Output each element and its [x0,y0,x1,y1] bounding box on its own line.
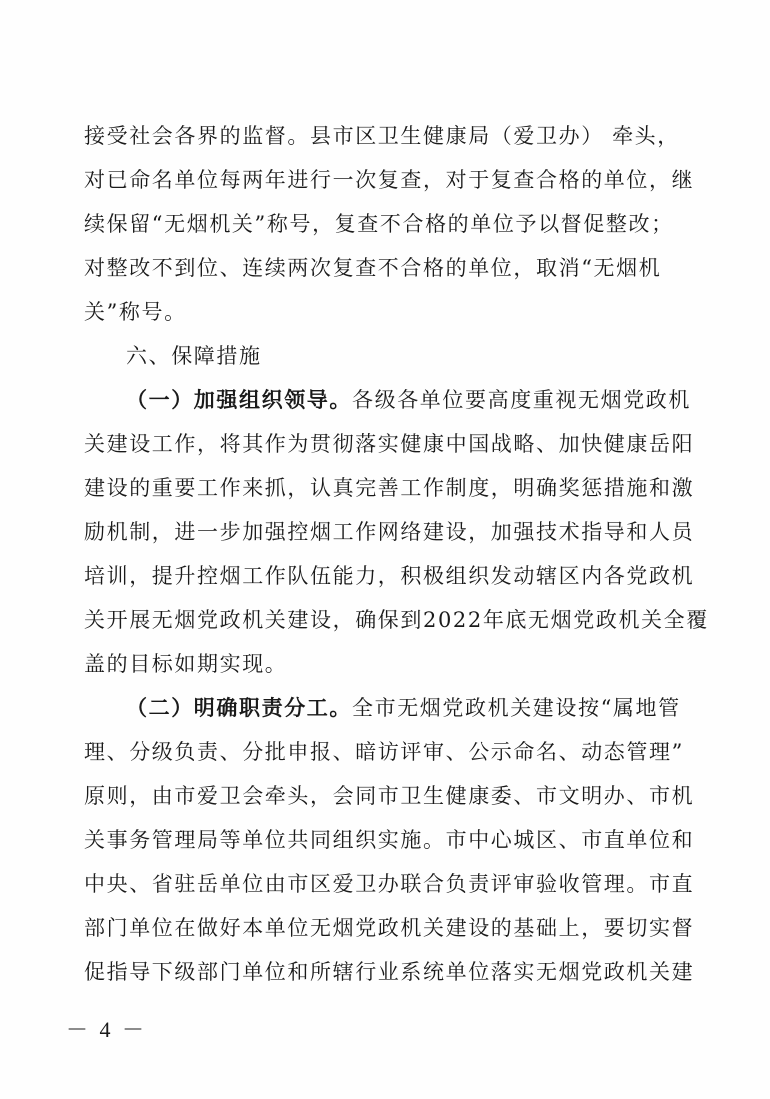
text-line: 对已命名单位每两年进行一次复查，对于复查合格的单位，继 [84,168,695,192]
text-line: 原则，由市爱卫会牵头，会同市卫生健康委、市文明办、市机 [84,784,695,808]
paragraph-text: 各级各单位要高度重视无烟党政机 [352,388,691,412]
text-line: 中央、省驻岳单位由市区爱卫办联合负责评审验收管理。市直 [84,872,695,896]
subsection-heading: （一）加强组织领导。 [126,387,352,412]
text-line: 理、分级负责、分批申报、暗访评审、公示命名、动态管理” [84,740,684,764]
text-line: 续保留“无烟机关”称号，复查不合格的单位予以督促整改； [84,212,674,236]
paragraph-text: 全市无烟党政机关建设按“属地管 [352,696,681,720]
text-line: 部门单位在做好本单位无烟党政机关建设的基础上，要切实督 [84,916,695,940]
text-line: 关建设工作，将其作为贯彻落实健康中国战略、加快健康岳阳 [84,432,695,456]
text-line: 对整改不到位、连续两次复查不合格的单位，取消“无烟机 [84,256,662,280]
page-number: － 4 － [66,1017,148,1042]
text-line: 关开展无烟党政机关建设，确保到2022年底无烟党政机关全覆 [84,608,709,632]
paragraph-first-line [126,688,681,728]
text-line: 建设的重要工作来抓，认真完善工作制度，明确奖惩措施和激 [84,476,695,500]
subsection-heading: （二）明确职责分工。 [126,695,352,720]
text-line: 盖的目标如期实现。 [84,652,288,676]
paragraph-first-line [126,380,691,420]
text-line: 接受社会各界的监督。县市区卫生健康局（爱卫办） 牵头， [84,124,680,148]
text-line: 关”称号。 [84,300,187,324]
text-line: 促指导下级部门单位和所辖行业系统单位落实无烟党政机关建 [84,960,695,984]
text-line: 培训，提升控烟工作队伍能力，积极组织发动辖区内各党政机 [84,564,695,588]
text-line: 励机制，进一步加强控烟工作网络建设，加强技术指导和人员 [84,520,695,544]
section-heading: 六、保障措施 [126,344,262,368]
text-line: 关事务管理局等单位共同组织实施。市中心城区、市直单位和 [84,828,695,852]
